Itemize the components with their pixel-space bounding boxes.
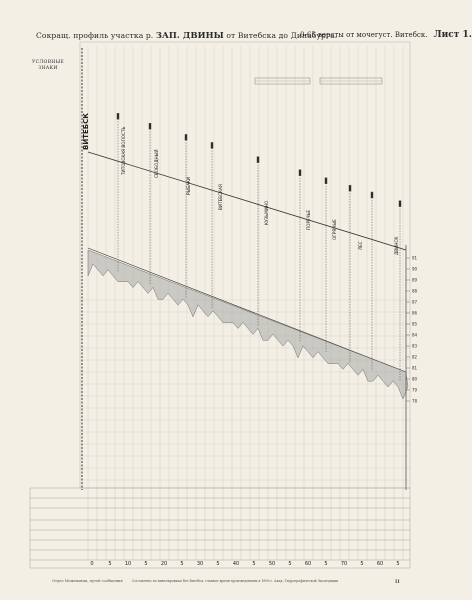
station-mark (299, 170, 301, 176)
station-mark (349, 185, 351, 191)
distance-label: 5 (360, 561, 364, 567)
distance-label: 5 (252, 561, 256, 567)
axis-tick-label: 87 (412, 299, 418, 305)
axis-tick-label: 89 (412, 277, 418, 283)
footer-center-note: Составлено по нивелировкам без Витебск. главное время произведенным в 1896 г. Акад. Гидрографической Экспедиции (132, 579, 339, 583)
low-water-line (88, 248, 406, 372)
distance-label: 40 (232, 561, 240, 567)
distance-label: 5 (288, 561, 292, 567)
right-elevation-axis (406, 256, 418, 404)
distance-label: 50 (268, 561, 276, 567)
title-prefix: Сокращ. профиль участка р. (36, 31, 154, 40)
distance-label: 5 (216, 561, 220, 567)
distance-label: 5 (396, 561, 400, 567)
station-label: ВИТЕБСК (82, 113, 90, 150)
distance-label: 10 (124, 561, 132, 567)
distance-label: 0 (90, 561, 94, 567)
footer-left-note: Отдел Межевания, путей сообщения (52, 579, 123, 583)
axis-tick-label: 81 (412, 365, 418, 371)
axis-tick-label: 86 (412, 310, 418, 316)
sheet-label: Лист 1. (433, 30, 472, 40)
distance-label: 5 (324, 561, 328, 567)
distance-label: 5 (108, 561, 112, 567)
axis-tick-label: 90 (412, 266, 418, 272)
station-label: РЫБАКИ (186, 176, 191, 195)
station-mark (211, 142, 213, 148)
distance-label: 20 (160, 561, 168, 567)
axis-tick-label: 82 (412, 354, 418, 360)
legend-subtitle: ЗНАКИ (38, 66, 58, 71)
title-river: ЗАП. ДВИНЫ (155, 30, 224, 40)
riverbed-fill (88, 250, 408, 399)
station-mark (149, 123, 151, 129)
axis-tick-label: 80 (412, 376, 418, 382)
station-label: КУЗЬМИНО (264, 200, 269, 225)
axis-tick-label: 85 (412, 321, 418, 327)
station-label: ПОРЕЧЬЕ (306, 209, 311, 230)
station-label: СВОБОДНЫЙ (154, 149, 159, 178)
station-mark (117, 113, 119, 119)
station-mark (371, 192, 373, 198)
page-mark: II (395, 579, 400, 585)
station-mark (185, 134, 187, 140)
station-label: ОГРЯНЫЕ (332, 219, 337, 240)
axis-tick-label: 78 (412, 398, 418, 404)
chart-frame (80, 42, 410, 488)
distance-label: 30 (196, 561, 204, 567)
scale-note: 0-65 версты от мочегуст. Витебск. (300, 31, 428, 39)
station-mark (325, 178, 327, 184)
distance-row (90, 561, 399, 567)
axis-tick-label: 83 (412, 343, 418, 349)
station-mark (399, 201, 401, 207)
axis-tick-label: 84 (412, 332, 418, 338)
distance-label: 60 (304, 561, 312, 567)
distance-label: 70 (340, 561, 348, 567)
station-label: ДВИНСК (394, 236, 399, 255)
distance-label: 5 (144, 561, 148, 567)
axis-tick-label: 91 (412, 255, 418, 261)
distance-label: 60 (376, 561, 384, 567)
axis-tick-label: 79 (412, 387, 418, 393)
station-label: ТИТОВСКАЯ ВОЛОСТЬ (121, 126, 126, 175)
riverbed-profile (88, 152, 408, 399)
station-label: ЛЕС (358, 241, 363, 250)
water-surface-line (88, 152, 406, 250)
distance-label: 5 (180, 561, 184, 567)
station-mark (257, 157, 259, 163)
title-suffix: от Витебска до Динабурга. (226, 31, 338, 40)
station-label: ВИТЕБСКАЯ (218, 184, 223, 210)
axis-tick-label: 88 (412, 288, 418, 294)
legend-title: УСЛОВНЫЕ (31, 60, 65, 65)
